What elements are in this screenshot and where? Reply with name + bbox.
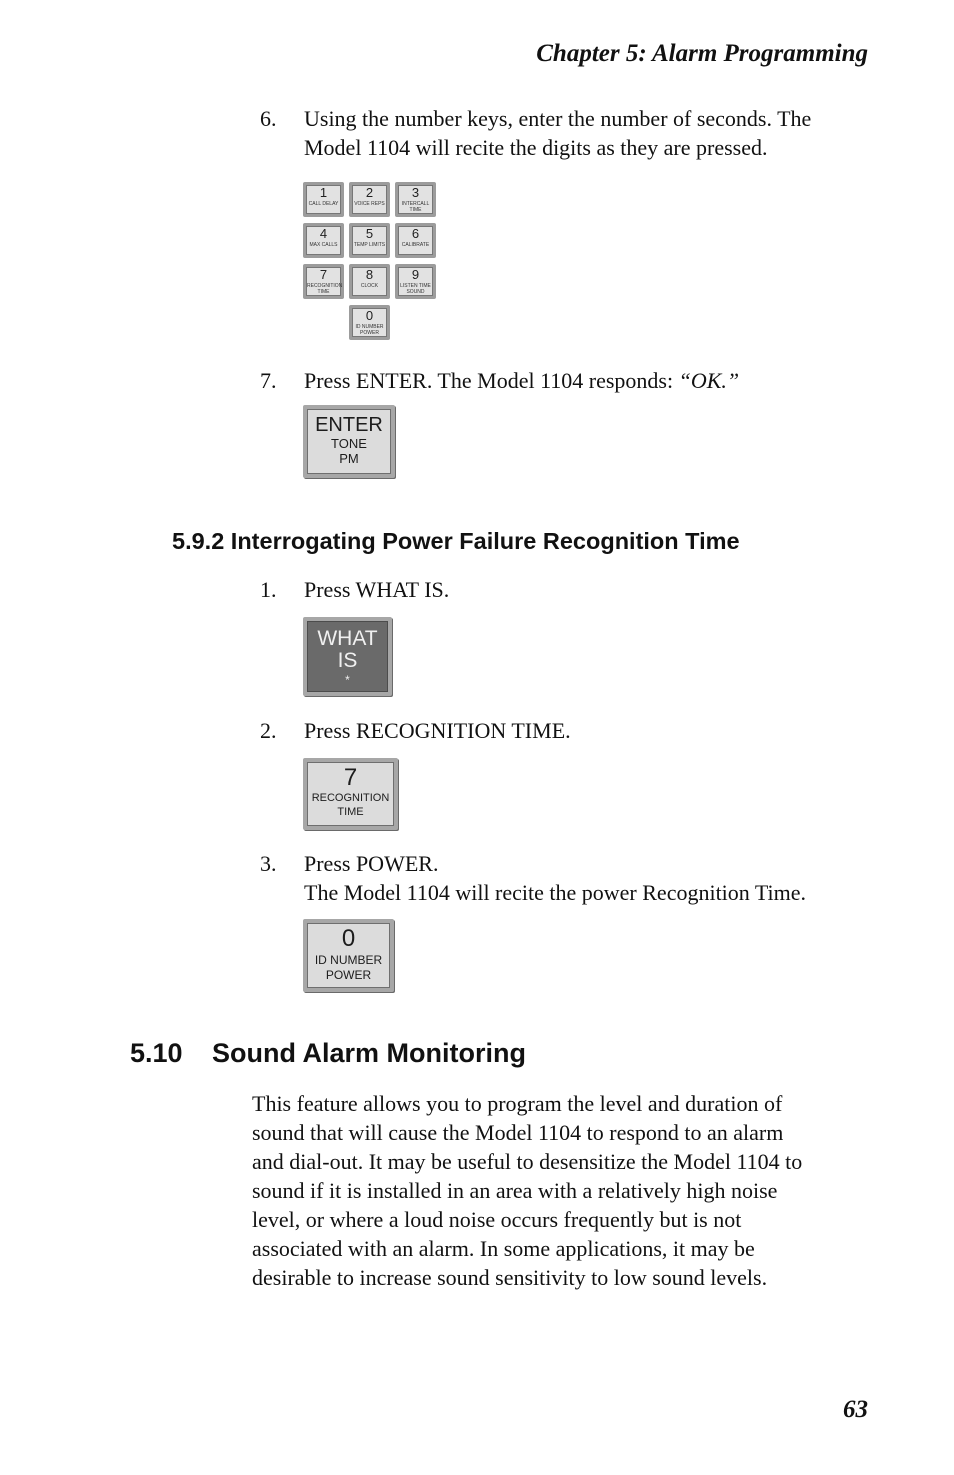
- key-4[interactable]: 4 MAX CALLS: [303, 223, 344, 258]
- step-number: 1.: [260, 577, 277, 602]
- step-text: Press WHAT IS.: [304, 577, 450, 602]
- chapter-header: Chapter 5: Alarm Programming: [536, 40, 868, 67]
- step-text: [304, 366, 739, 395]
- number-keypad: [303, 182, 437, 342]
- step-number: 7.: [260, 368, 277, 393]
- what-is-key[interactable]: [303, 617, 392, 696]
- step-number: 6.: [260, 106, 277, 131]
- paragraph-line: desirable to increase sound sensitivity to low sound levels.: [252, 1265, 768, 1290]
- paragraph-line: sound if it is installed in an area with a relatively high noise: [252, 1178, 778, 1203]
- what-is-key-label-2: IS: [337, 649, 358, 672]
- step-text: [304, 849, 806, 907]
- enter-key[interactable]: [303, 405, 395, 478]
- section-title: Sound Alarm Monitoring: [212, 1038, 526, 1068]
- step-text: [304, 104, 811, 162]
- key-sub-label: RECOGNITION: [311, 792, 390, 804]
- section-number: 5.10: [130, 1038, 183, 1068]
- response-quote: “OK.”: [678, 368, 740, 393]
- step-text-body: Press ENTER. The Model 1104 responds:: [304, 368, 679, 393]
- paragraph-line: associated with an alarm. In some applications, it may be: [252, 1236, 755, 1261]
- what-is-key-label-1: WHAT: [317, 627, 378, 650]
- power-key[interactable]: [303, 919, 394, 992]
- key-digit: 0: [341, 925, 356, 952]
- key-sub-label: TIME: [337, 806, 364, 818]
- key-digit: 7: [343, 764, 358, 791]
- section-paragraph: [252, 1089, 802, 1292]
- key-2[interactable]: 2 VOICE REPS: [349, 182, 390, 217]
- paragraph-line: sound that will cause the Model 1104 to respond to an alarm: [252, 1120, 784, 1145]
- section-heading-5-9-2: 5.9.2 Interrogating Power Failure Recognition Time: [172, 528, 740, 554]
- key-sub-label: ID NUMBER: [314, 953, 383, 967]
- key-9[interactable]: 9 LISTEN TIME SOUND: [395, 264, 436, 299]
- step-text: Press RECOGNITION TIME.: [304, 718, 571, 743]
- step-text-line: Using the number keys, enter the number of seconds. The: [304, 106, 812, 131]
- recognition-time-key[interactable]: [303, 758, 398, 830]
- enter-key-sub2: PM: [339, 451, 359, 466]
- step-text-line: Press POWER.: [304, 851, 439, 876]
- key-5[interactable]: 5 TEMP LIMITS: [349, 223, 390, 258]
- enter-key-sub1: TONE: [331, 436, 367, 451]
- key-sub-label: POWER: [325, 968, 372, 982]
- key-8[interactable]: 8 CLOCK: [349, 264, 390, 299]
- step-number: 3.: [260, 851, 277, 876]
- step-text-line: The Model 1104 will recite the power Recognition Time.: [304, 880, 807, 905]
- page-number: 63: [843, 1396, 868, 1423]
- asterisk-label: *: [345, 673, 350, 687]
- paragraph-line: This feature allows you to program the level and duration of: [252, 1091, 783, 1116]
- enter-key-label: ENTER: [315, 414, 383, 436]
- key-7[interactable]: 7 RECOGNITION TIME: [303, 264, 344, 299]
- key-3[interactable]: 3 INTERCALL TIME: [395, 182, 436, 217]
- paragraph-line: level, or where a loud noise occurs frequently but is not: [252, 1207, 742, 1232]
- step-text-line: Model 1104 will recite the digits as they are pressed.: [304, 135, 768, 160]
- key-1[interactable]: 1 CALL DELAY: [303, 182, 344, 217]
- step-number: 2.: [260, 718, 277, 743]
- section-heading-5-10: [130, 1038, 526, 1069]
- paragraph-line: and dial-out. It may be useful to desensitize the Model 1104 to: [252, 1149, 803, 1174]
- key-0[interactable]: 0 ID NUMBER POWER: [349, 305, 390, 340]
- key-6[interactable]: 6 CALIBRATE: [395, 223, 436, 258]
